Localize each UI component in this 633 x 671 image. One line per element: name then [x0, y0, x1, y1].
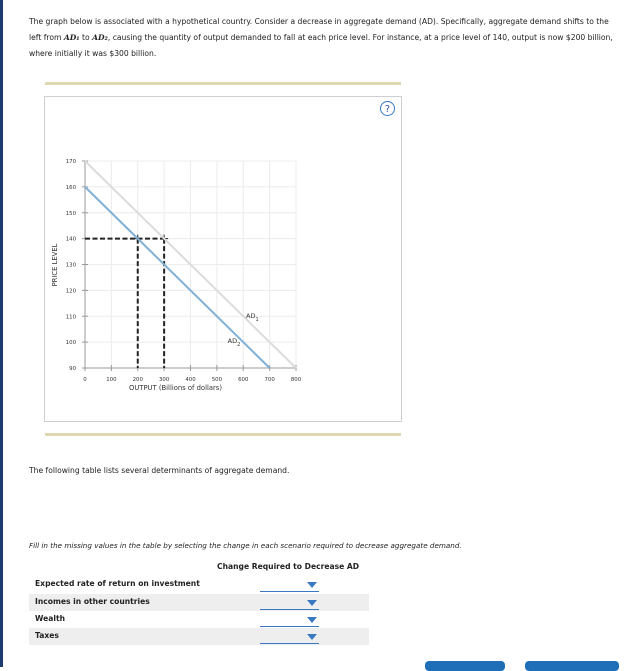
- row-label: Expected rate of return on investment: [35, 579, 200, 588]
- x-axis-title: OUTPUT (Billions of dollars): [128, 384, 223, 392]
- change-select[interactable]: [260, 594, 319, 610]
- nav-button-secondary[interactable]: [525, 661, 619, 671]
- y-tick-label: 100: [65, 340, 76, 347]
- table-row: [29, 628, 369, 645]
- change-select[interactable]: [260, 628, 319, 644]
- row-label: Wealth: [35, 614, 66, 623]
- intro-text-1: The graph below is associated with a hypothetical country. Consider a decrease in aggregate demand (AD). Specifically, aggregate demand shifts to the left from: [29, 17, 609, 42]
- x-tick-label: 0: [83, 377, 87, 383]
- nav-button-primary[interactable]: [425, 661, 505, 671]
- reference-lines: [85, 235, 168, 368]
- chart-axes: [66, 159, 302, 383]
- change-select[interactable]: [260, 611, 319, 627]
- y-tick-label: 160: [65, 184, 76, 191]
- table-note: The following table lists several determinants of aggregate demand.: [29, 466, 290, 475]
- x-tick-label: 200: [132, 377, 143, 383]
- x-tick-label: 300: [158, 377, 170, 383]
- y-tick-label: 170: [65, 159, 76, 165]
- intro-text-3: , causing the quantity of output demanded to fall at each price level. For instance, at a price level of 140, output is now $200 billion, where initially it was $300 billion.: [29, 33, 613, 58]
- table-row: [29, 611, 369, 628]
- instruction-text: Fill in the missing values in the table by selecting the change in each scenario required to decrease aggregate demand.: [29, 541, 462, 550]
- intro-paragraph: [29, 14, 619, 62]
- y-tick-label: 120: [65, 288, 76, 295]
- ad1-label: AD₁: [63, 33, 80, 42]
- ad-chart: [44, 150, 324, 400]
- table-row: [29, 594, 369, 611]
- ad-curve-2: [85, 187, 270, 368]
- y-tick-label: 90: [69, 366, 76, 372]
- column-header: Change Required to Decrease AD: [217, 562, 360, 571]
- dropdown-arrow-icon: [307, 600, 317, 606]
- x-tick-label: 800: [290, 377, 302, 383]
- x-tick-label: 600: [238, 377, 249, 383]
- table-row: [29, 576, 369, 593]
- x-tick-label: 500: [211, 377, 223, 383]
- y-axis-title: PRICE LEVEL: [51, 243, 59, 287]
- top-divider: [45, 82, 401, 85]
- y-tick-label: 150: [65, 210, 76, 217]
- dropdown-arrow-icon: [307, 582, 317, 588]
- row-label: Taxes: [35, 631, 59, 640]
- x-tick-label: 100: [106, 377, 117, 383]
- bottom-divider: [45, 433, 401, 436]
- left-accent-bar: [0, 0, 3, 667]
- y-tick-label: 140: [65, 236, 76, 243]
- curve-label-ad2: $AD_2$: [227, 337, 241, 348]
- row-label: Incomes in other countries: [35, 597, 150, 606]
- help-button[interactable]: ?: [380, 101, 395, 116]
- dropdown-arrow-icon: [307, 617, 317, 623]
- intro-text-2: to: [79, 33, 93, 42]
- change-select[interactable]: [260, 576, 319, 592]
- y-tick-label: 130: [65, 262, 76, 269]
- x-tick-label: 400: [185, 377, 196, 383]
- ad2-label: AD₂: [92, 33, 108, 42]
- y-tick-label: 110: [65, 314, 76, 321]
- x-tick-label: 700: [264, 377, 275, 383]
- curve-label-ad1: $AD_1$: [246, 312, 259, 323]
- dropdown-arrow-icon: [307, 634, 317, 640]
